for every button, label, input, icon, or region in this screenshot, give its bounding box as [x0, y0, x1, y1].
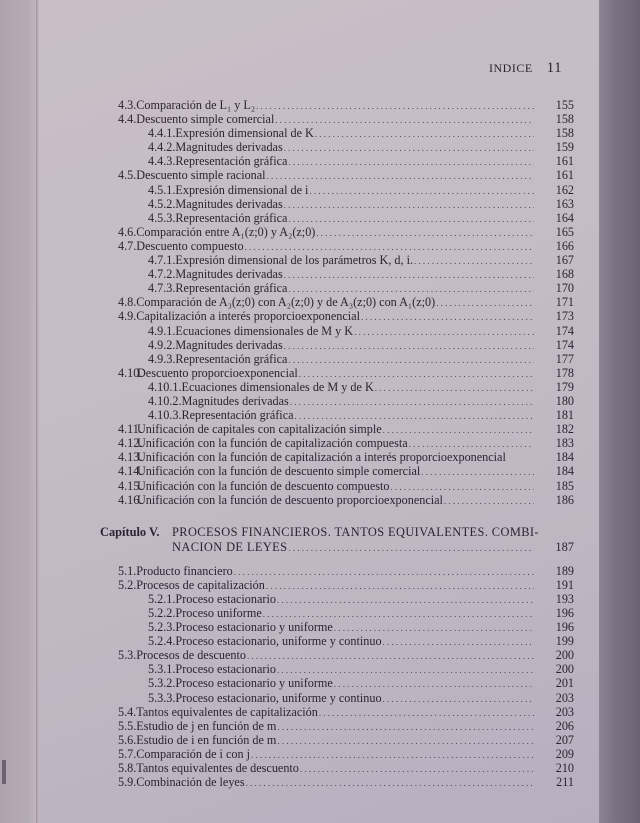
leader-dots: [300, 762, 534, 776]
toc-entry: [100, 140, 580, 154]
toc-entry: [100, 493, 580, 507]
entry-page: 184: [555, 464, 574, 479]
entry-title: Unificación con la función de descuento proporcioexponencial: [137, 492, 443, 507]
entry-number: 4.10.2.: [148, 393, 182, 408]
entry-title: Descuento compuesto: [136, 238, 244, 253]
entry-title: Comparación entre A₁(z;0) y A₂(z;0): [136, 224, 316, 239]
entry-number: 5.9.: [118, 775, 137, 790]
leader-dots: [251, 748, 534, 762]
leader-dots: [290, 395, 534, 409]
entry-number: 4.10.: [118, 365, 143, 380]
entry-number: 4.8.: [118, 295, 137, 310]
entry-page: 161: [555, 168, 574, 183]
entry-page: 185: [555, 478, 574, 493]
entry-number: 4.9.2.: [148, 337, 176, 352]
toc-entry: [100, 733, 580, 747]
running-header: [489, 60, 562, 77]
entry-title: Magnitudes derivadas: [175, 196, 283, 211]
entry-title: Comparación de A₃(z;0) con A₂(z;0) y de A₃(z;0) con A₁(z;0): [136, 295, 436, 310]
toc-entry: [100, 761, 580, 775]
entry-number: 4.11.: [118, 422, 142, 437]
entry-page: 201: [555, 676, 574, 691]
entry-page: 179: [555, 379, 574, 394]
leader-dots: [267, 169, 534, 183]
leader-dots: [277, 720, 534, 734]
entry-page: 164: [555, 210, 574, 225]
toc-entry: [100, 479, 580, 493]
entry-page: 199: [555, 634, 574, 649]
entry-title: Representación gráfica: [181, 408, 294, 423]
toc-entry: [100, 267, 580, 281]
leader-dots: [275, 113, 534, 127]
entry-number: 5.2.: [118, 577, 137, 592]
entry-title: Estudio de i en función de m: [136, 732, 277, 747]
leader-dots: [263, 607, 534, 621]
entry-page: 210: [555, 761, 574, 776]
background-surface: [599, 0, 640, 823]
leader-dots: [383, 635, 534, 649]
toc-entry: [100, 408, 580, 422]
entry-title: Expresión dimensional de los parámetros K, d, i.: [175, 253, 414, 268]
leader-dots: [295, 409, 534, 423]
entry-number: 5.1.: [118, 563, 137, 578]
entry-page: 200: [555, 648, 574, 663]
entry-title: Unificación con la función de capitalización a interés proporcioexponencial: [137, 450, 506, 465]
toc-entry: [100, 352, 580, 366]
entry-title: Comparación de i con j: [136, 746, 250, 761]
toc-entry: [100, 620, 580, 634]
leader-dots: [284, 268, 534, 282]
entry-title: Proceso estacionario: [175, 591, 276, 606]
entry-title: Representación gráfica: [175, 154, 288, 169]
header-label: INDICE: [489, 61, 533, 75]
entry-title: Ecuaciones dimensionales de M y K: [175, 323, 354, 338]
leader-dots: [383, 692, 534, 706]
entry-page: 203: [555, 690, 574, 705]
entry-title: Unificación con la función de descuento simple comercial: [137, 464, 421, 479]
entry-page: 181: [555, 408, 574, 423]
chapter-page: 187: [555, 539, 574, 554]
entry-number: 4.13.: [118, 450, 143, 465]
toc-entry: [100, 324, 580, 338]
entry-number: 5.3.3.: [148, 690, 176, 705]
leader-dots: [234, 565, 534, 579]
toc-entry: [100, 464, 580, 478]
entry-number: 4.6.: [118, 224, 137, 239]
entry-page: 166: [555, 238, 574, 253]
leader-dots: [246, 776, 534, 790]
chapter-heading: [100, 525, 580, 556]
entry-page: 180: [555, 393, 574, 408]
leader-dots: [354, 325, 534, 339]
entry-page: 186: [555, 492, 574, 507]
toc-entry: [100, 295, 580, 309]
leader-dots: [247, 649, 534, 663]
leader-dots: [316, 226, 534, 240]
entry-title: Proceso estacionario y uniforme: [175, 620, 333, 635]
leader-dots: [414, 254, 534, 268]
entry-title: Proceso estacionario, uniforme y continuo: [175, 690, 382, 705]
toc-entry: [100, 338, 580, 352]
entry-title: Tantos equivalentes de descuento: [136, 761, 299, 776]
leader-dots: [436, 296, 534, 310]
entry-number: 4.10.1.: [148, 379, 182, 394]
leader-dots: [288, 353, 534, 367]
chapter-label: Capítulo V.: [100, 524, 160, 539]
entry-title: Magnitudes derivadas: [175, 337, 283, 352]
entry-title: Expresión dimensional de K: [175, 126, 314, 141]
leader-dots: [409, 437, 534, 451]
entry-number: 4.14.: [118, 464, 143, 479]
leader-dots: [319, 706, 534, 720]
entry-title: Descuento proporcioexponencial: [137, 365, 298, 380]
entry-title: Expresión dimensional de i: [175, 182, 309, 197]
entry-page: 174: [555, 323, 574, 338]
chapter-title-line1: PROCESOS FINANCIEROS. TANTOS EQUIVALENTES. COMBI-: [172, 524, 539, 539]
leader-dots: [288, 541, 534, 555]
leader-dots: [284, 339, 534, 353]
entry-number: 4.7.: [118, 238, 137, 253]
entry-page: 203: [555, 704, 574, 719]
leader-dots: [309, 184, 534, 198]
facing-page-edge: [0, 0, 36, 823]
toc-entry: [100, 309, 580, 323]
entry-page: 171: [555, 295, 574, 310]
entry-number: 4.3.: [118, 98, 137, 112]
entry-title: Magnitudes derivadas: [175, 267, 283, 282]
toc-entry: [100, 648, 580, 662]
entry-page: 177: [555, 351, 574, 366]
toc-entry: [100, 691, 580, 705]
toc-entry: [100, 394, 580, 408]
toc-entry: [100, 592, 580, 606]
toc-entry: [100, 239, 580, 253]
entry-title: Proceso uniforme: [175, 606, 262, 620]
facing-page-text-fragment: [2, 760, 6, 784]
entry-number: 4.4.1.: [148, 126, 176, 141]
toc-entry: [100, 422, 580, 436]
entry-page: 168: [555, 267, 574, 282]
entry-title: Estudio de j en función de m: [136, 718, 277, 733]
entry-title: Magnitudes derivadas: [175, 140, 283, 155]
entry-page: 165: [555, 224, 574, 239]
entry-number: 5.2.4.: [148, 634, 176, 649]
entry-number: 5.3.: [118, 648, 137, 663]
entry-page: 211: [556, 775, 574, 790]
entry-title: Unificación de capitales con capitalización simple: [137, 422, 382, 437]
toc-entry: [100, 436, 580, 450]
entry-title: Capitalización a interés proporcioexponencial: [136, 309, 360, 324]
leader-dots: [288, 155, 534, 169]
entry-number: 5.2.3.: [148, 620, 176, 635]
leader-dots: [256, 99, 534, 113]
entry-number: 4.4.3.: [148, 154, 176, 169]
entry-number: 4.4.2.: [148, 140, 176, 155]
toc-entry: [100, 578, 580, 592]
leader-dots: [361, 310, 534, 324]
toc-entry: [100, 747, 580, 761]
entry-page: 207: [555, 732, 574, 747]
leader-dots: [421, 465, 534, 479]
entry-title: Procesos de capitalización: [136, 577, 265, 592]
entry-title: Producto financiero: [136, 563, 233, 578]
entry-number: 4.10.3.: [148, 408, 182, 423]
toc-entry: [100, 606, 580, 620]
leader-dots: [315, 127, 534, 141]
entry-page: 200: [555, 662, 574, 677]
entry-page: 206: [555, 718, 574, 733]
entry-number: 4.7.1.: [148, 253, 176, 268]
leader-dots: [266, 579, 534, 593]
toc-entry: [100, 380, 580, 394]
entry-title: Representación gráfica: [175, 351, 288, 366]
toc-entry: [100, 211, 580, 225]
leader-dots: [277, 734, 534, 748]
entry-title: Representación gráfica: [175, 281, 288, 296]
entry-page: 155: [555, 98, 574, 112]
entry-title: Representación gráfica: [175, 210, 288, 225]
leader-dots: [288, 282, 534, 296]
entry-number: 5.3.1.: [148, 662, 176, 677]
entry-number: 4.4.: [118, 112, 137, 127]
entry-page: 191: [555, 577, 574, 592]
entry-title: Comparación de L₁ y L₂: [136, 98, 256, 112]
toc-entry: [100, 154, 580, 168]
leader-dots: [277, 593, 534, 607]
entry-number: 4.7.3.: [148, 281, 176, 296]
toc-entry: [100, 168, 580, 182]
toc-entry: [100, 775, 580, 789]
entry-number: 5.2.2.: [148, 606, 176, 620]
entry-title: Proceso estacionario, uniforme y continuo: [175, 634, 382, 649]
entry-number: 4.12.: [118, 436, 143, 451]
entry-title: Descuento simple comercial: [136, 112, 275, 127]
entry-page: 159: [555, 140, 574, 155]
toc-entry: [100, 225, 580, 239]
entry-number: 4.9.3.: [148, 351, 176, 366]
entry-page: 167: [555, 253, 574, 268]
leader-dots: [284, 141, 534, 155]
leader-dots: [334, 621, 534, 635]
entry-title: Magnitudes derivadas: [181, 393, 289, 408]
entry-title: Unificación con la función de descuento compuesto: [137, 478, 390, 493]
leader-dots: [375, 381, 534, 395]
entry-number: 4.9.1.: [148, 323, 176, 338]
table-of-contents: [100, 98, 580, 789]
toc-entry: [100, 281, 580, 295]
entry-title: Combinación de leyes: [136, 775, 245, 790]
entry-page: 162: [555, 182, 574, 197]
entry-title: Ecuaciones dimensionales de M y de K: [181, 379, 374, 394]
leader-dots: [277, 663, 534, 677]
entry-page: 178: [555, 365, 574, 380]
toc-entry: [100, 634, 580, 648]
entry-title: Procesos de descuento: [136, 648, 246, 663]
chapter-4-entries: [100, 98, 580, 507]
entry-number: 4.16.: [118, 492, 143, 507]
entry-page: 163: [555, 196, 574, 211]
chapter-title-line2: NACION DE LEYES: [172, 539, 288, 554]
toc-entry: [100, 366, 580, 380]
toc-entry: [100, 197, 580, 211]
entry-number: 4.5.: [118, 168, 137, 183]
toc-entry: [100, 98, 580, 112]
entry-title: Tantos equivalentes de capitalización: [136, 704, 318, 719]
toc-entry: [100, 126, 580, 140]
toc-entry: [100, 450, 580, 464]
entry-number: 5.2.1.: [148, 591, 176, 606]
entry-number: 5.5.: [118, 718, 137, 733]
toc-entry: [100, 662, 580, 676]
leader-dots: [284, 198, 534, 212]
leader-dots: [245, 240, 534, 254]
leader-dots: [390, 480, 534, 494]
entry-number: 4.7.2.: [148, 267, 176, 282]
toc-entry: [100, 676, 580, 690]
entry-page: 158: [555, 112, 574, 127]
entry-number: 4.5.3.: [148, 210, 176, 225]
entry-page: 196: [555, 606, 574, 620]
entry-title: Descuento simple racional: [136, 168, 266, 183]
toc-entry: [100, 183, 580, 197]
entry-number: 4.5.2.: [148, 196, 176, 211]
entry-number: 5.3.2.: [148, 676, 176, 691]
entry-page: 196: [555, 620, 574, 635]
entry-number: 5.7.: [118, 746, 137, 761]
toc-entry: [100, 705, 580, 719]
entry-page: 183: [555, 436, 574, 451]
leader-dots: [383, 423, 534, 437]
entry-title: Proceso estacionario y uniforme: [175, 676, 333, 691]
entry-number: 5.6.: [118, 732, 137, 747]
leader-dots: [288, 212, 534, 226]
entry-page: 161: [555, 154, 574, 169]
toc-entry: [100, 719, 580, 733]
chapter-5-entries: [100, 564, 580, 790]
entry-number: 4.5.1.: [148, 182, 176, 197]
entry-page: 193: [555, 591, 574, 606]
entry-number: 4.15.: [118, 478, 143, 493]
page-number: 11: [546, 60, 563, 76]
leader-dots: [444, 494, 534, 508]
entry-page: 170: [555, 281, 574, 296]
entry-title: Unificación con la función de capitalización compuesta: [137, 436, 408, 451]
entry-number: 5.8.: [118, 761, 137, 776]
entry-number: 4.9.: [118, 309, 137, 324]
entry-page: 173: [555, 309, 574, 324]
toc-entry: [100, 112, 580, 126]
entry-title: Proceso estacionario: [175, 662, 276, 677]
entry-page: 209: [555, 746, 574, 761]
entry-page: 189: [555, 563, 574, 578]
entry-page: 174: [555, 337, 574, 352]
entry-number: 5.4.: [118, 704, 137, 719]
leader-dots: [299, 367, 534, 381]
toc-entry: [100, 253, 580, 267]
leader-dots: [334, 677, 534, 691]
entry-page: 158: [555, 126, 574, 141]
entry-page: 182: [555, 422, 574, 437]
entry-page: 184: [555, 450, 574, 465]
toc-entry: [100, 564, 580, 578]
